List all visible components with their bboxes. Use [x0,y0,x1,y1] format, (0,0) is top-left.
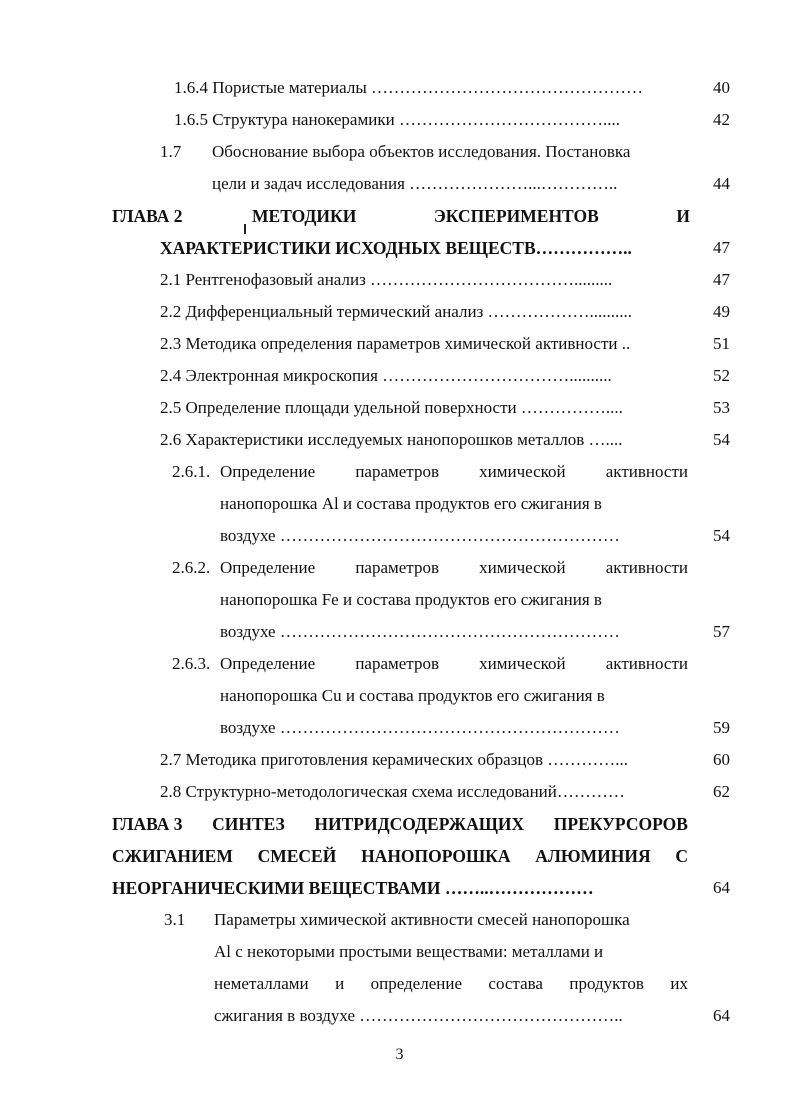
toc-entry-1-6-4[interactable]: 1.6.4 Пористые материалы ………………………………………… [174,78,643,97]
chapter-3-word: АЛЮМИНИЯ [535,846,651,866]
chapter-3-word: СМЕСЕЙ [257,846,337,866]
toc-entry-2-6-1[interactable] [220,462,688,482]
toc-entry-2-6-2-line2[interactable]: нанопорошка Fe и состава продуктов его сжигания в [220,590,602,609]
toc-word: химической [479,462,566,481]
chapter-2-title-line1[interactable] [252,206,690,226]
toc-word: химической [479,654,566,673]
toc-word: Определение [220,654,316,673]
toc-page-1-6-4: 40 [713,78,730,97]
toc-word: активности [605,462,688,481]
chapter-3-word: ПРЕКУРСОРОВ [553,814,688,834]
toc-word: и [335,974,345,993]
toc-page-2-6: 54 [713,430,730,449]
toc-word: активности [605,558,688,577]
toc-num-3-1: 3.1 [164,910,186,929]
chapter-3-word: ГЛАВА 3 [112,814,183,834]
toc-page-chapter-2: 47 [713,238,730,257]
toc-entry-1-7[interactable]: Обоснование выбора объектов исследования. Постановка [212,142,631,161]
toc-word: неметаллами [214,974,309,993]
toc-entry-3-1[interactable]: Параметры химической активности смесей нанопорошка [214,910,630,929]
toc-page-2-6-2: 57 [713,622,730,641]
toc-entry-2-2[interactable]: 2.2 Дифференциальный термический анализ ……………….......... [160,302,633,321]
toc-entry-2-6-2[interactable] [220,558,688,578]
toc-page-chapter-3: 64 [713,878,730,897]
toc-word: продуктов [569,974,644,993]
toc-word: их [670,974,688,993]
toc-page-2-8: 62 [713,782,730,801]
scan-mark [244,224,246,234]
toc-num-2-6-1: 2.6.1. [172,462,211,481]
toc-entry-2-6-3-line3[interactable]: воздухе …………………………………………………… [220,718,620,737]
toc-entry-2-8[interactable]: 2.8 Структурно-методологическая схема исследований………… [160,782,625,801]
toc-entry-2-5[interactable]: 2.5 Определение площади удельной поверхности …………….... [160,398,623,417]
toc-entry-2-6-1-line3[interactable]: воздухе …………………………………………………… [220,526,620,545]
chapter-3-word: НИТРИДСОДЕРЖАЩИХ [314,814,525,834]
chapter-2-title-line2[interactable]: ХАРАКТЕРИСТИКИ ИСХОДНЫХ ВЕЩЕСТВ…………….. [160,238,632,258]
toc-word: химической [479,558,566,577]
toc-page-2-3: 51 [713,334,730,353]
chapter-2-label[interactable]: ГЛАВА 2 [112,206,183,226]
toc-entry-2-6-2-line3[interactable]: воздухе …………………………………………………… [220,622,620,641]
toc-page-2-5: 53 [713,398,730,417]
toc-word: состава [488,974,543,993]
toc-num-1-7: 1.7 [160,142,182,161]
toc-entry-2-6[interactable]: 2.6 Характеристики исследуемых нанопорошков металлов ….... [160,430,623,449]
chapter-3-word: НАНОПОРОШКА [361,846,511,866]
toc-page-3-1: 64 [713,1006,730,1025]
toc-entry-2-1[interactable]: 2.1 Рентгенофазовый анализ ………………………………......... [160,270,613,289]
toc-word: параметров [355,558,439,577]
toc-word: определение [370,974,462,993]
chapter-3-title-line1[interactable] [112,814,688,834]
toc-entry-2-3[interactable]: 2.3 Методика определения параметров химической активности .. [160,334,631,353]
toc-entry-2-4[interactable]: 2.4 Электронная микроскопия …………………………….......... [160,366,612,385]
chapter-3-title-line3[interactable]: НЕОРГАНИЧЕСКИМИ ВЕЩЕСТВАМИ ……..……………… [112,878,594,898]
toc-word: Определение [220,462,316,481]
toc-num-2-6-3: 2.6.3. [172,654,211,673]
toc-page-1-6-5: 42 [713,110,730,129]
toc-entry-1-6-5[interactable]: 1.6.5 Структура нанокерамики ……………………………….... [174,110,620,129]
chapter-2-word: МЕТОДИКИ [252,206,357,226]
toc-page-2-4: 52 [713,366,730,385]
chapter-3-word: С [675,846,688,866]
toc-num-2-6-2: 2.6.2. [172,558,211,577]
toc-entry-1-7-cont[interactable]: цели и задач исследования …………………...………….. [212,174,618,193]
chapter-3-word: СЖИГАНИЕМ [112,846,233,866]
toc-entry-2-6-1-line2[interactable]: нанопорошка Al и состава продуктов его сжигания в [220,494,602,513]
toc-page-1-7: 44 [713,174,730,193]
toc-entry-2-7[interactable]: 2.7 Методика приготовления керамических образцов …………... [160,750,629,769]
toc-word: параметров [355,654,439,673]
toc-page-2-2: 49 [713,302,730,321]
chapter-3-word: СИНТЕЗ [212,814,285,834]
chapter-2-word: И [676,206,690,226]
toc-entry-2-6-3-line2[interactable]: нанопорошка Cu и состава продуктов его сжигания в [220,686,605,705]
page-number: 3 [395,1046,404,1063]
toc-word: Определение [220,558,316,577]
toc-entry-3-1-line3[interactable] [214,974,688,994]
chapter-2-word: ЭКСПЕРИМЕНТОВ [433,206,599,226]
chapter-3-title-line2[interactable] [112,846,688,866]
toc-word: параметров [355,462,439,481]
toc-page-2-7: 60 [713,750,730,769]
toc-page-2-6-1: 54 [713,526,730,545]
toc-word: активности [605,654,688,673]
toc-page-2-6-3: 59 [713,718,730,737]
toc-page-2-1: 47 [713,270,730,289]
toc-entry-2-6-3[interactable] [220,654,688,674]
toc-entry-3-1-line4[interactable]: сжигания в воздухе ……………………………………….. [214,1006,623,1025]
toc-entry-3-1-line2[interactable]: Al с некоторыми простыми веществами: металлами и [214,942,604,961]
